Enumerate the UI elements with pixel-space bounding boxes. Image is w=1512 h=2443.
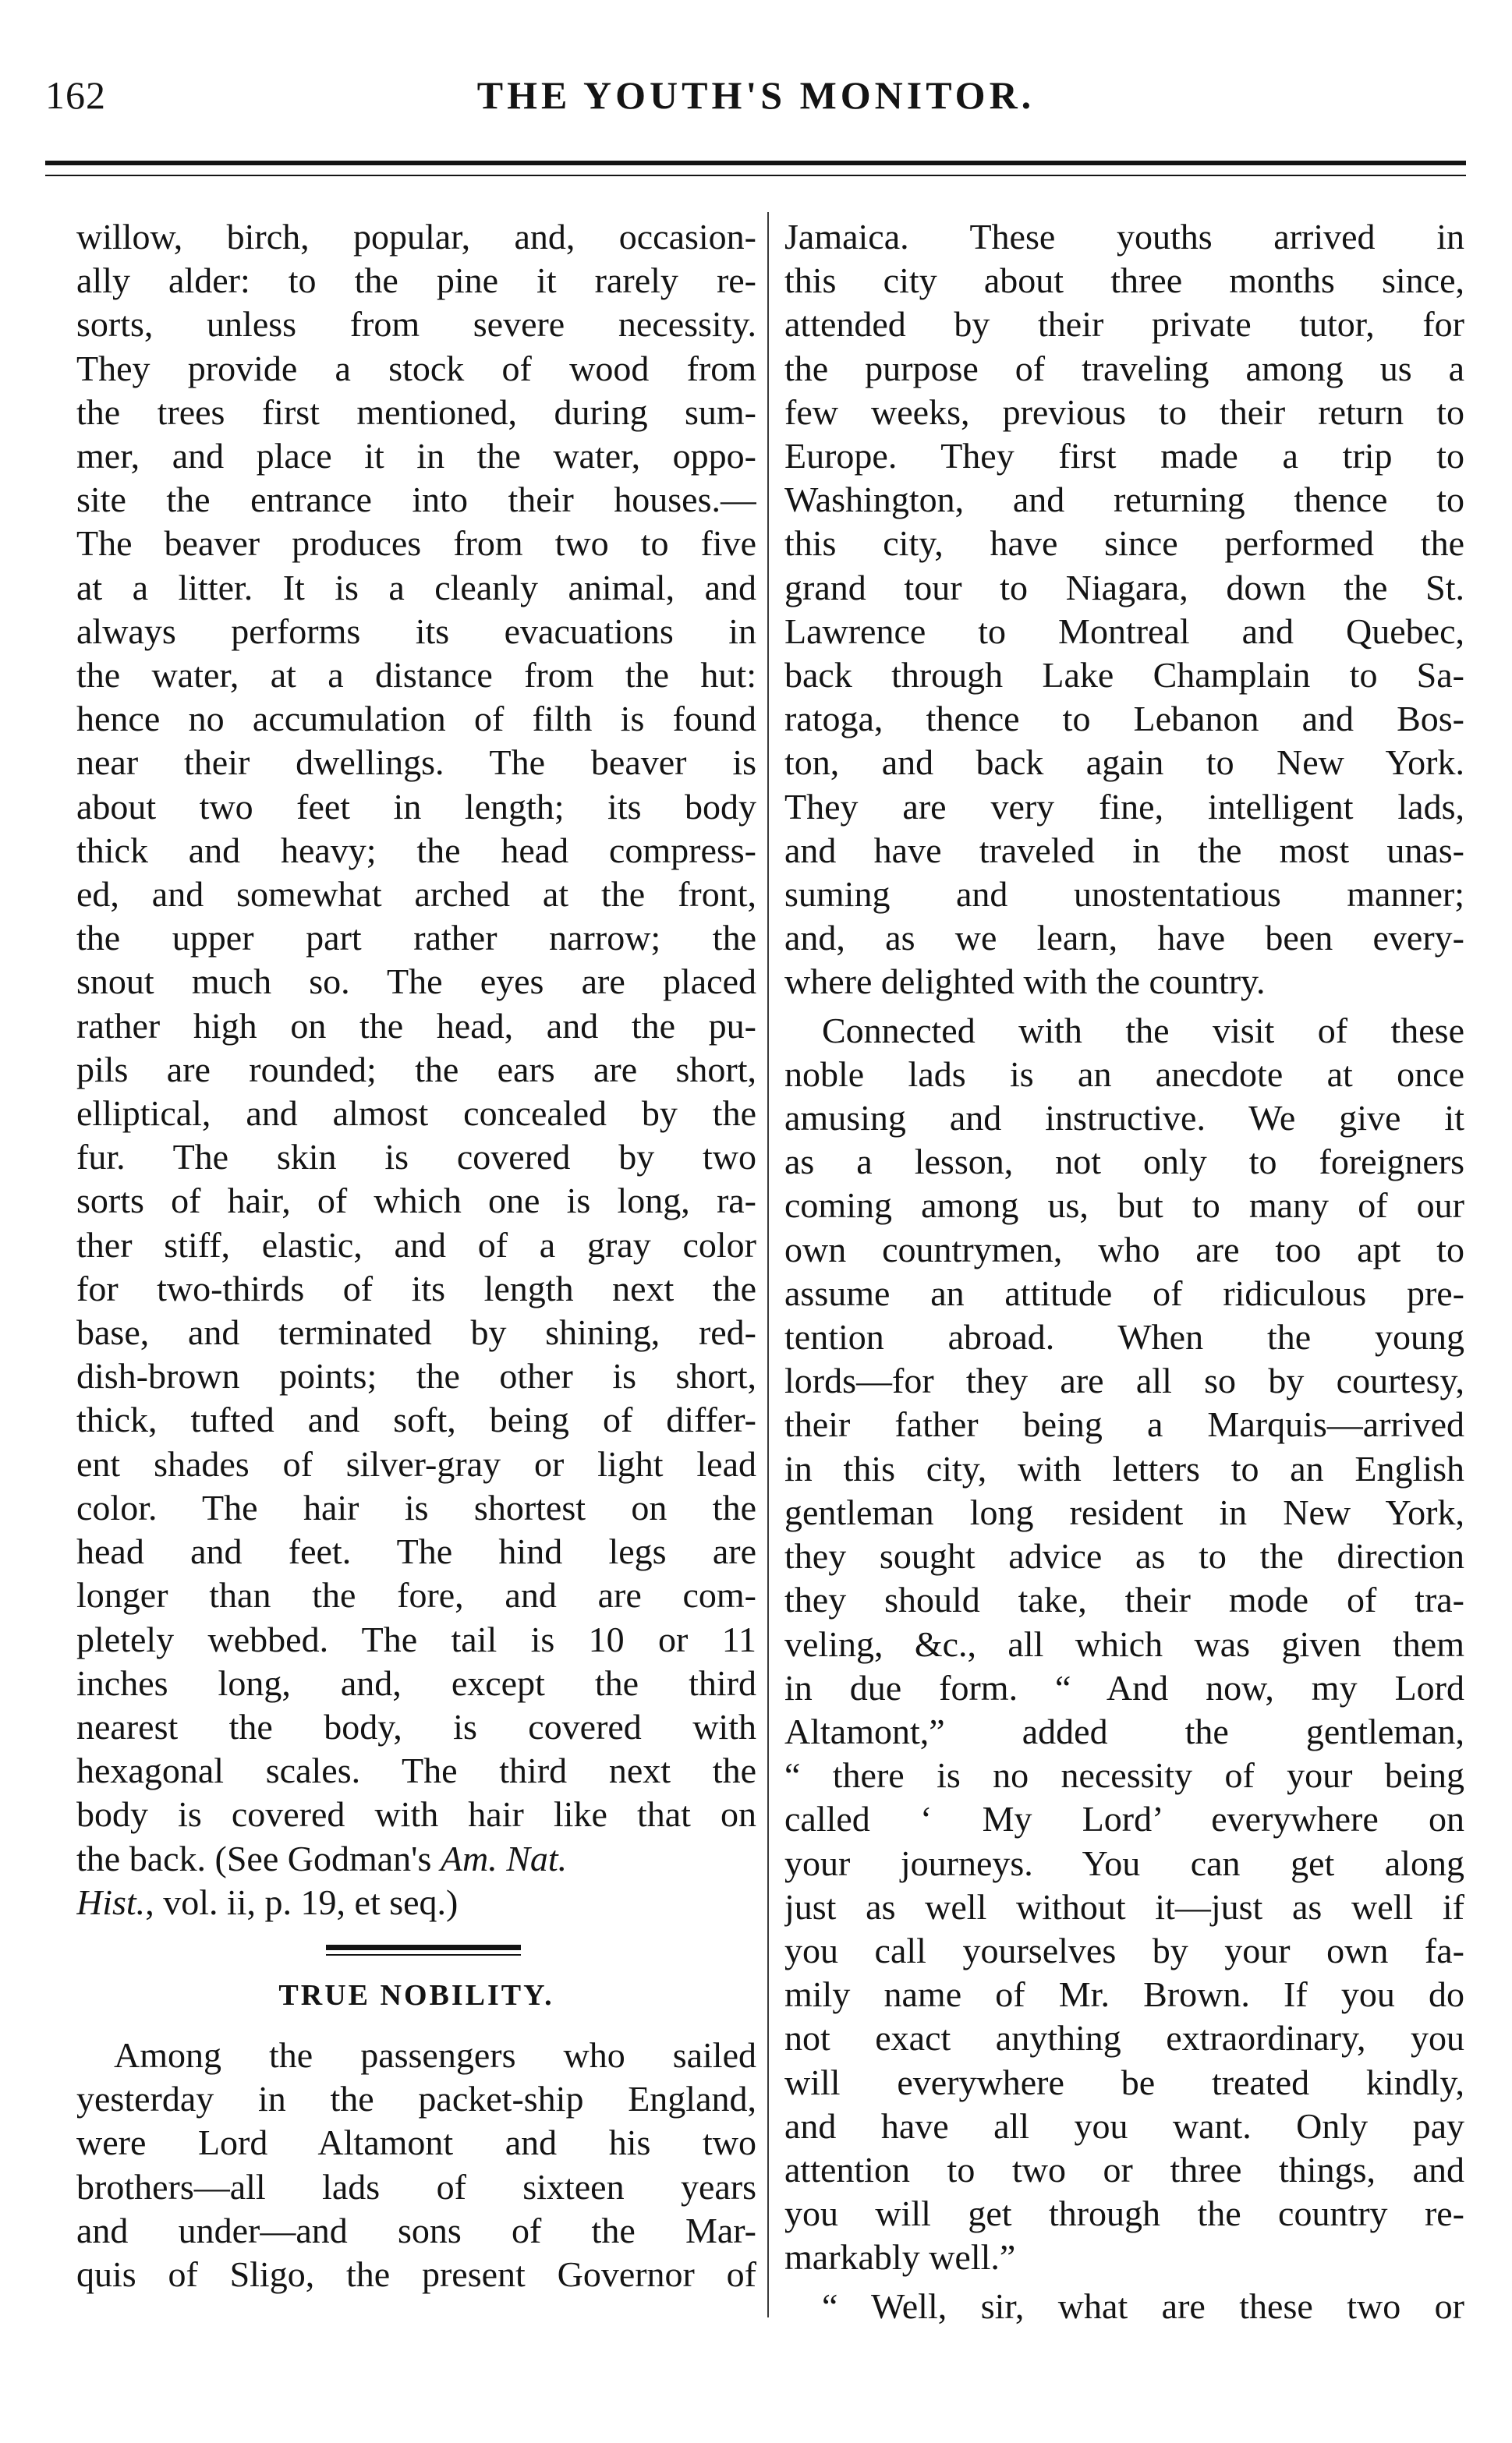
text-line: Connected with the visit of these	[822, 1010, 1464, 1050]
text-line: They provide a stock of wood from	[76, 348, 756, 388]
text-line: ratoga, thence to Lebanon and Bos-	[784, 699, 1464, 739]
text-line: ent shades of silver-gray or light lead	[76, 1443, 756, 1484]
right-paragraph-anecdote	[784, 1009, 1464, 2280]
text-line: and have all you want. Only pay	[784, 2105, 1464, 2146]
text-line: Altamont,” added the gentleman,	[784, 1711, 1464, 1751]
text-line: quis of Sligo, the present Governor of	[76, 2254, 756, 2294]
text-line: body is covered with hair like that on	[76, 1794, 756, 1835]
text-line: the water, at a distance from the hut:	[76, 655, 756, 696]
text-line: markably well.”	[784, 2237, 1016, 2278]
text-line: Among the passengers who sailed	[114, 2034, 756, 2075]
text-line: they should take, their mode of tra-	[784, 1580, 1464, 1620]
text-line: site the entrance into their houses.—	[76, 480, 756, 520]
text-line: thick and heavy; the head compress-	[76, 830, 756, 870]
text-line: nearest the body, is covered with	[76, 1706, 756, 1747]
citation-volume: , vol. ii, p. 19, et seq.)	[145, 1882, 459, 1922]
running-title: THE YOUTH'S MONITOR.	[476, 73, 1036, 117]
left-paragraph-nobility	[76, 2034, 756, 2296]
text-line: willow, birch, popular, and, occasion-	[76, 217, 756, 257]
citation-italic-source: Am. Nat.	[440, 1838, 568, 1878]
text-line: They are very fine, intelligent lads,	[784, 786, 1464, 827]
left-paragraph-beaver	[76, 215, 756, 1837]
text-line: dish-brown points; the other is short,	[76, 1356, 756, 1397]
header-rule-thick	[45, 161, 1466, 165]
text-line: thick, tufted and soft, being of differ-	[76, 1400, 756, 1440]
text-line: ally alder: to the pine it rarely re-	[76, 260, 756, 301]
text-line: longer than the fore, and are com-	[76, 1575, 756, 1616]
text-line: hexagonal scales. The third next the	[76, 1751, 756, 1791]
text-line: Jamaica. These youths arrived in	[784, 217, 1464, 257]
text-line: and, as we learn, have been every-	[784, 918, 1464, 958]
text-line: rather high on the head, and the pu-	[76, 1005, 756, 1046]
text-line: in this city, with letters to an English	[784, 1448, 1464, 1489]
text-line: tention abroad. When the young	[784, 1317, 1464, 1358]
text-line: were Lord Altamont and his two	[76, 2123, 756, 2163]
text-line: noble lads is an anecdote at once	[784, 1053, 1464, 1094]
text-line: ton, and back again to New York.	[784, 742, 1464, 783]
text-line: ther stiff, elastic, and of a gray color	[76, 1224, 756, 1265]
text-line: The beaver produces from two to five	[76, 523, 756, 564]
text-line: at a litter. It is a cleanly animal, and	[76, 567, 756, 607]
text-line: Washington, and returning thence to	[784, 480, 1464, 520]
text-line: near their dwellings. The beaver is	[76, 742, 756, 783]
right-paragraph-tour	[784, 215, 1464, 1004]
text-line: amusing and instructive. We give it	[784, 1098, 1464, 1138]
section-divider-rule	[76, 1924, 756, 1968]
citation-line-2	[76, 1881, 756, 1924]
text-line: yesterday in the packet-ship England,	[76, 2079, 756, 2119]
text-line: just as well without it—just as well if	[784, 1886, 1464, 1927]
text-line: lords—for they are all so by courtesy,	[784, 1361, 1464, 1401]
text-line: will everywhere be treated kindly,	[784, 2062, 1464, 2102]
section-heading: TRUE NOBILITY.	[278, 1978, 554, 2012]
text-line: coming among us, but to many of our	[784, 1185, 1464, 1226]
text-line: and under—and sons of the Mar-	[76, 2210, 756, 2250]
text-line: Lawrence to Montreal and Quebec,	[784, 611, 1464, 651]
text-line: this city about three months since,	[784, 260, 1464, 301]
text-line: sorts of hair, of which one is long, ra-	[76, 1181, 756, 1221]
text-line: the trees first mentioned, during sum-	[76, 391, 756, 432]
text-line: assume an attitude of ridiculous pre-	[784, 1273, 1464, 1313]
text-line: mer, and place it in the water, oppo-	[76, 436, 756, 476]
text-line: you call yourselves by your own fa-	[784, 1930, 1464, 1970]
text-line: suming and unostentatious manner;	[784, 874, 1464, 915]
text-line: snout much so. The eyes are placed	[76, 961, 756, 1002]
text-line: where delighted with the country.	[784, 961, 1266, 1002]
text-line: their father being a Marquis—arrived	[784, 1404, 1464, 1445]
text-line: head and feet. The hind legs are	[76, 1531, 756, 1572]
text-line: few weeks, previous to their return to	[784, 391, 1464, 432]
text-line: the upper part rather narrow; the	[76, 918, 756, 958]
text-line: Europe. They first made a trip to	[784, 436, 1464, 476]
text-line: attended by their private tutor, for	[784, 304, 1464, 345]
text-line: not exact anything extraordinary, you	[784, 2018, 1464, 2059]
page-number: 162	[45, 73, 106, 117]
header-rule-thin	[45, 175, 1466, 176]
text-line: fur. The skin is covered by two	[76, 1137, 756, 1177]
text-line: about two feet in length; its body	[76, 786, 756, 827]
text-line: called ‘ My Lord’ everywhere on	[784, 1799, 1464, 1839]
text-line: veling, &c., all which was given them	[784, 1623, 1464, 1664]
text-line: the purpose of traveling among us a	[784, 348, 1464, 388]
text-line: ed, and somewhat arched at the front,	[76, 874, 756, 915]
text-line: color. The hair is shortest on the	[76, 1487, 756, 1528]
text-line: as a lesson, not only to foreigners	[784, 1142, 1464, 1182]
text-line: elliptical, and almost concealed by the	[76, 1093, 756, 1134]
column-divider	[767, 212, 769, 2317]
left-column	[76, 215, 756, 2296]
citation-line-1	[76, 1837, 756, 1881]
text-line: hence no accumulation of filth is found	[76, 699, 756, 739]
text-line: pletely webbed. The tail is 10 or 11	[76, 1619, 756, 1659]
text-line: grand tour to Niagara, down the St.	[784, 567, 1464, 607]
citation-italic-hist: Hist.	[76, 1882, 146, 1922]
right-last-line: “ Well, sir, what are these two or	[822, 2285, 1464, 2326]
text-line: and have traveled in the most unas-	[784, 830, 1464, 870]
text-line: your journeys. You can get along	[784, 1843, 1464, 1883]
text-line: they sought advice as to the direction	[784, 1536, 1464, 1577]
text-line: brothers—all lads of sixteen years	[76, 2166, 756, 2207]
text-line: sorts, unless from severe necessity.	[76, 304, 756, 345]
text-line: own countrymen, who are too apt to	[784, 1229, 1464, 1269]
text-line: mily name of Mr. Brown. If you do	[784, 1974, 1464, 2015]
citation-text: the back. (See Godman's	[76, 1838, 441, 1878]
text-line: in due form. “ And now, my Lord	[784, 1667, 1464, 1708]
right-column	[784, 215, 1464, 2328]
text-line: gentleman long resident in New York,	[784, 1492, 1464, 1532]
text-line: back through Lake Champlain to Sa-	[784, 655, 1464, 696]
text-line: always performs its evacuations in	[76, 611, 756, 651]
text-line: this city, have since performed the	[784, 523, 1464, 564]
text-line: “ there is no necessity of your being	[784, 1755, 1464, 1796]
text-line: inches long, and, except the third	[76, 1662, 756, 1703]
text-line: base, and terminated by shining, red-	[76, 1312, 756, 1353]
text-line: you will get through the country re-	[784, 2193, 1464, 2234]
text-line: attention to two or three things, and	[784, 2149, 1464, 2190]
text-line: for two-thirds of its length next the	[76, 1268, 756, 1308]
text-line: pils are rounded; the ears are short,	[76, 1049, 756, 1089]
